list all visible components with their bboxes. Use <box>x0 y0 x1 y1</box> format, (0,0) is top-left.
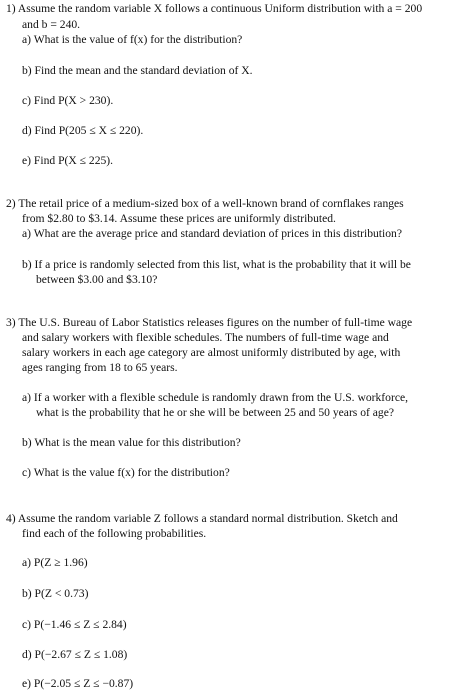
q1-part-c: c) Find P(X > 230). <box>22 94 114 107</box>
q2-stem-line2: from $2.80 to $3.14. Assume these prices are uniformly distributed. <box>22 212 336 225</box>
q1-part-a: a) What is the value of f(x) for the distribution? <box>22 33 243 46</box>
q4-part-c: c) P(−1.46 ≤ Z ≤ 2.84) <box>22 618 127 631</box>
q4-part-b: b) P(Z < 0.73) <box>22 587 89 600</box>
q4-part-a: a) P(Z ≥ 1.96) <box>22 556 88 569</box>
q4-stem-line2: find each of the following probabilities. <box>22 527 207 540</box>
q3-stem-line3: salary workers in each age category are almost uniformly distributed by age, with <box>22 346 401 359</box>
q3-part-c: c) What is the value f(x) for the distribution? <box>22 466 230 479</box>
q2-part-b-line1: b) If a price is randomly selected from this list, what is the probability that it will be <box>22 258 411 271</box>
q2-part-b-line2: between $3.00 and $3.10? <box>36 273 158 286</box>
q3-part-b: b) What is the mean value for this distribution? <box>22 436 241 449</box>
q1-stem-line1: 1) Assume the random variable X follows a continuous Uniform distribution with a = 200 <box>6 2 423 15</box>
q4-part-d: d) P(−2.67 ≤ Z ≤ 1.08) <box>22 648 128 661</box>
q4-part-e: e) P(−2.05 ≤ Z ≤ −0.87) <box>22 677 134 690</box>
q4-stem-line1: 4) Assume the random variable Z follows a standard normal distribution. Sketch and <box>6 512 398 525</box>
q1-part-d: d) Find P(205 ≤ X ≤ 220). <box>22 124 144 137</box>
q3-part-a-line1: a) If a worker with a flexible schedule is randomly drawn from the U.S. workforce, <box>22 391 409 404</box>
q3-part-a-line2: what is the probability that he or she will be between 25 and 50 years of age? <box>36 406 395 419</box>
q2-stem-line1: 2) The retail price of a medium-sized box of a well-known brand of cornflakes ranges <box>6 197 404 210</box>
q3-stem-line4: ages ranging from 18 to 65 years. <box>22 361 178 374</box>
q1-part-e: e) Find P(X ≤ 225). <box>22 154 114 167</box>
q1-stem-line2: and b = 240. <box>22 18 81 31</box>
q2-part-a: a) What are the average price and standard deviation of prices in this distribution? <box>22 227 402 240</box>
q3-stem-line2: and salary workers with flexible schedules. The numbers of full-time wage and <box>22 331 389 344</box>
q1-part-b: b) Find the mean and the standard deviation of X. <box>22 64 253 77</box>
q3-stem-line1: 3) The U.S. Bureau of Labor Statistics releases figures on the number of full-time wage <box>6 316 413 329</box>
